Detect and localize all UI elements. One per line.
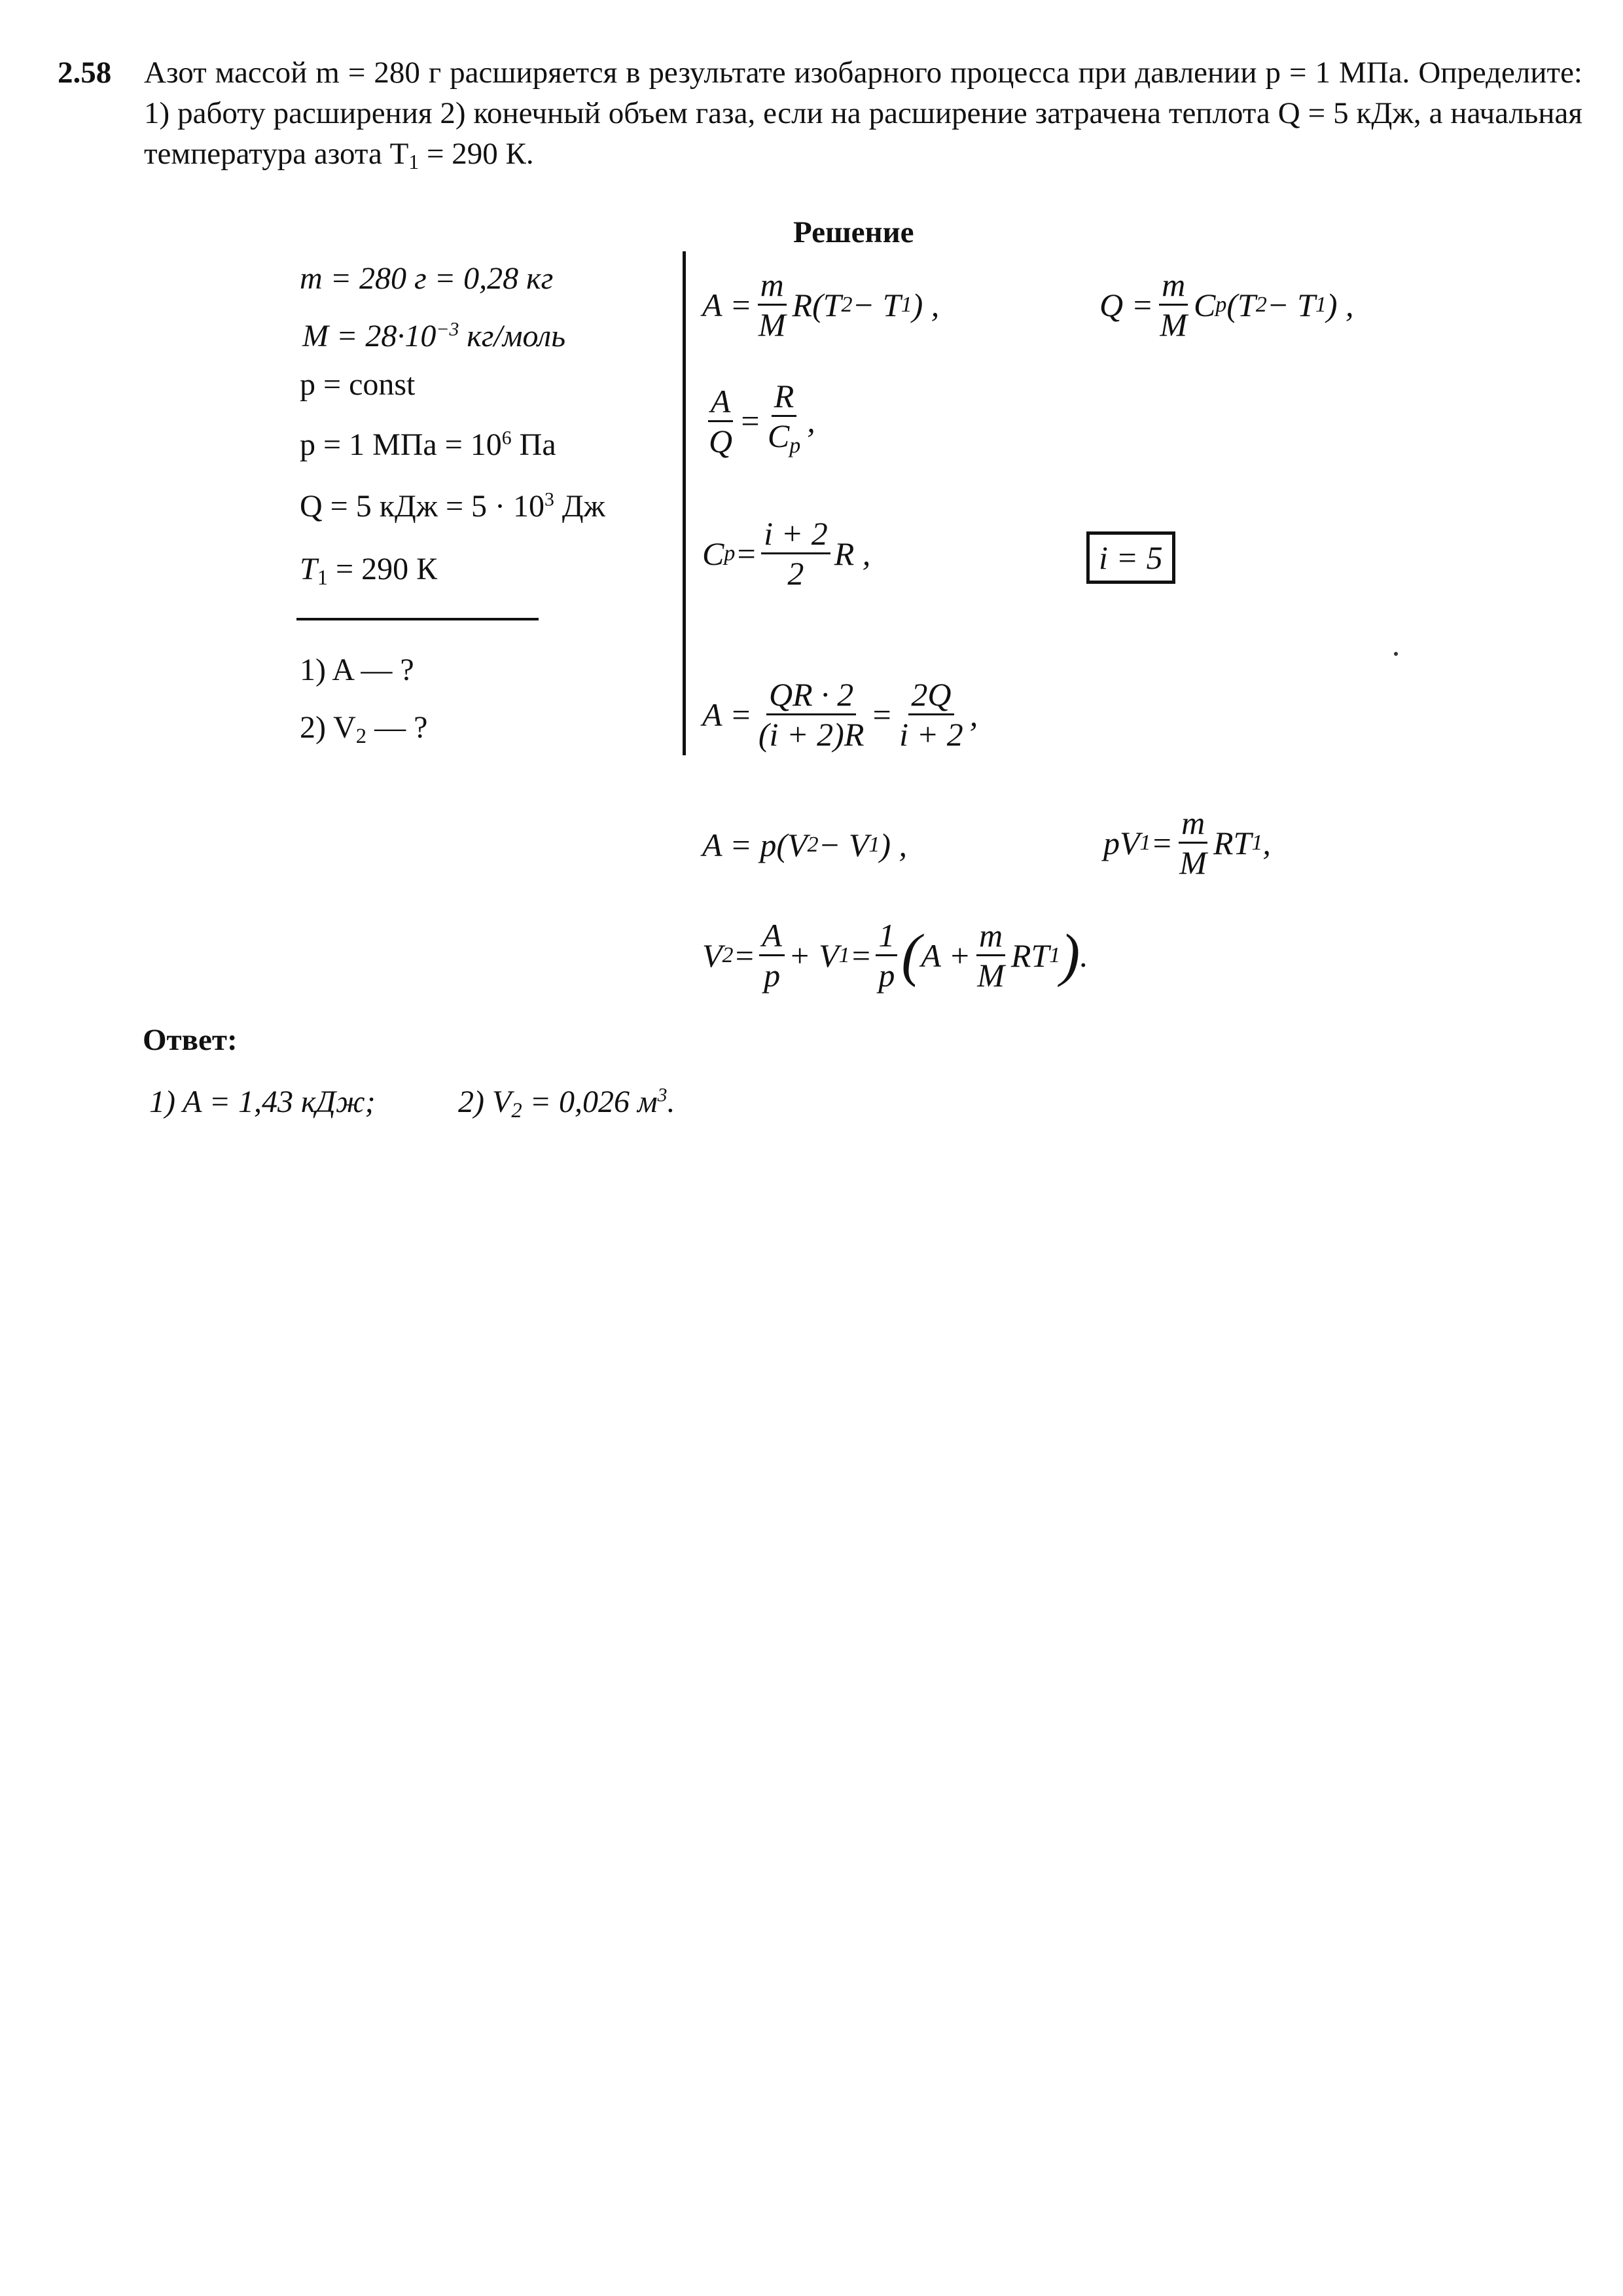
frac-QR2: $\frac{QR \cdot 2}{(i + 2)R}$ [758, 676, 865, 753]
problem-line-3-prefix: = 5 кДж, а начальная температура азота T [144, 96, 1582, 171]
frac-m-M-2: $\frac{m}{M}$ [1160, 266, 1188, 343]
given-T-prefix: T [300, 552, 317, 586]
answer-title: Ответ: [143, 1023, 238, 1057]
find-work: 1) A — ? [300, 653, 414, 687]
frac-R-Cp: $\frac{R}{C_p}$ [767, 378, 801, 458]
eq-heat: Q = $\frac{m}{M}$ C p (T 2 − T 1 ) , [1099, 266, 1354, 343]
frac-m-M-3: $\frac{m}{M}$ [1179, 804, 1207, 881]
answer-work: 1) A = 1,43 кДж; [149, 1085, 376, 1119]
given-pressure [300, 427, 556, 463]
solution-heading: Решение [793, 215, 914, 249]
eq-ratio: $\frac{A}{Q}$ = $\frac{R}{C_p}$ , [702, 380, 815, 463]
frac-m-M-4: $\frac{m}{M}$ [977, 917, 1005, 994]
boxed-i-value: i = 5 [1086, 531, 1175, 584]
given-Q-suffix: Дж [554, 489, 605, 524]
answer-volume [458, 1084, 675, 1123]
given-Q-prefix: Q = 5 кДж = 5 · 10 [300, 489, 545, 524]
frac-2Q: $\frac{2Q}{i + 2}$ [899, 676, 963, 753]
answer-volume-suffix: . [667, 1085, 675, 1119]
given-p-suffix: Па [511, 427, 556, 462]
answer-volume-sub: 2 [511, 1099, 522, 1123]
eq-state: pV 1 = $\frac{m}{M}$ RT 1 , [1103, 804, 1271, 881]
given-p-prefix: p = 1 МПа = 10 [300, 427, 502, 462]
given-temperature [300, 551, 437, 590]
problem-number: 2.58 [58, 56, 112, 90]
given-p-const: p = const [300, 367, 416, 402]
answer-volume-exp: 3 [657, 1084, 668, 1106]
frac-i-plus-2: $\frac{i + 2}{2}$ [761, 517, 830, 590]
problem-line-3-sub: 1 [408, 150, 419, 173]
solution-divider [683, 251, 686, 755]
problem-line-3-suffix: = 290 К. [419, 137, 534, 171]
eq-work-heat: A = $\frac{QR \cdot 2}{(i + 2)R}$ = $\frac{2Q}{i + 2}$ , [702, 676, 978, 753]
given-heat [300, 488, 605, 524]
find-volume-suffix: — ? [366, 710, 428, 745]
given-Q-exp: 3 [544, 488, 554, 511]
find-volume-prefix: 2) V [300, 710, 356, 745]
stray-dot [1394, 652, 1398, 656]
frac-A-Q: $\frac{A}{Q}$ [709, 382, 733, 459]
find-volume [300, 709, 427, 749]
eq-cp: C p = $\frac{i + 2}{2}$ R , [702, 515, 871, 592]
problem-statement [58, 52, 1582, 183]
given-p-exp: 6 [501, 427, 512, 449]
eq-work-volume: A = p(V 2 − V 1 ) , [702, 827, 908, 863]
frac-m-M: $\frac{m}{M}$ [758, 266, 786, 343]
eq-work-temperature: A = $\frac{m}{M}$ R(T 2 − T 1 ) , [702, 266, 940, 343]
answer-volume-mid: = 0,026 м [522, 1085, 658, 1119]
given-molar-mass [302, 318, 565, 354]
given-T-sub: 1 [317, 566, 329, 590]
given-m: m = 280 г = 0,28 кг [300, 261, 554, 296]
problem-line-1: Азот массой m = 280 г расширяется в результате изобарного процесса при давлении p = 1 МПа. [144, 56, 1410, 90]
find-volume-sub: 2 [355, 725, 367, 749]
given-M-prefix: M = 28·10 [302, 319, 437, 353]
frac-1-p: $\frac{1}{p}$ [876, 919, 897, 992]
given-divider [296, 618, 539, 620]
answer-volume-prefix: 2) V [458, 1085, 512, 1119]
frac-A-p: $\frac{A}{p}$ [759, 919, 785, 992]
given-T-suffix: = 290 К [328, 552, 438, 586]
given-M-exp: −3 [436, 318, 459, 340]
problem-line-2: Определите: 1) работу расширения 2) конечный объем газа, если на расширение затрачена теплота Q [144, 56, 1582, 130]
given-M-suffix: кг/моль [459, 319, 566, 353]
eq-final-volume: V 2 = $\frac{A}{p}$ + V 1 = $\frac{1}{p}$ ( A + $\frac{m}{M}$ RT 1 ) . [702, 917, 1088, 994]
problem-text [144, 52, 1582, 183]
